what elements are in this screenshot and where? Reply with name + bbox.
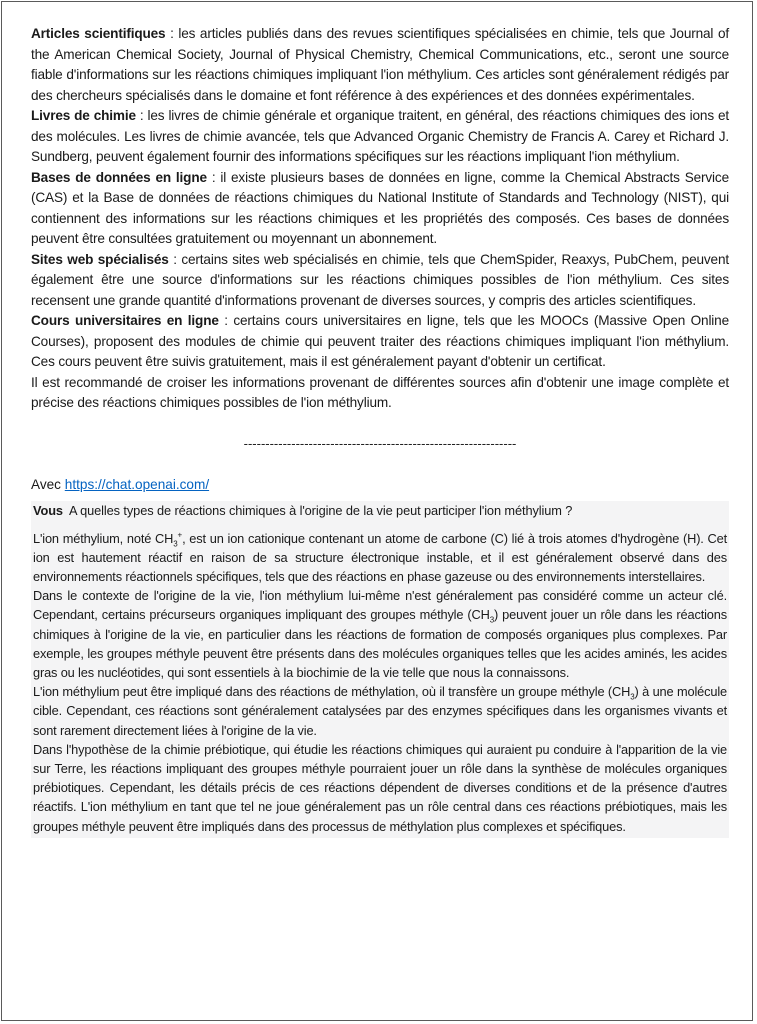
- speaker-label: Vous: [33, 502, 63, 518]
- source-paragraph-articles: [31, 24, 729, 106]
- source-paragraph-websites: [31, 250, 729, 312]
- subscript: 3: [630, 692, 635, 702]
- source-text: : les livres de chimie générale et organique traitent, en général, des réactions chimiques des ions et des molécules. Les livres de chimie avancée, tels que Advanced Organic Chemistry de Francis A. Carey et Richard J. Sundberg, peuvent également fournir des informations spécifiques sur les réactions impliquant l'ion méthylium.: [31, 108, 730, 164]
- source-text: : certains sites web spécialisés en chimie, tels que ChemSpider, Reaxys, PubChem, peuvent également être une source d'informations sur les réactions chimiques possibles de l'ion méthylium. Ces sites recensent une grande quantité d'informations provenant de diverses sources, y compris des articles scientifiques.: [31, 251, 729, 308]
- source-text: : certains cours universitaires en ligne, tels que les MOOCs (Massive Open Online Courses), proposent des modules de chimie qui peuvent traiter des réactions chimiques impliquant l'ion méthylium. Ces cours peuvent être suivis gratuitement, mais il est généralement payant d'obtenir un certificat.: [31, 313, 729, 369]
- source-paragraph-books: [31, 106, 729, 168]
- source-title: Sites web spécialisés: [31, 251, 169, 267]
- source-title: Bases de données en ligne: [31, 169, 207, 185]
- chat-transcript: [31, 501, 729, 838]
- answer-paragraph-2: [31, 586, 729, 682]
- answer-paragraph-4: Dans l'hypothèse de la chimie prébiotique, qui étudie les réactions chimiques qui auraient pu conduire à l'apparition de la vie sur Terre, les réactions impliquant des groupes méthyle pourraient jouer un rôle dans la synthèse de molécules organiques prébiotiques. Cependant, les détails précis de ces réactions dépendent de diverses conditions et de la présence d'autres réactifs. L'ion méthylium en tant que tel ne joue généralement pas un rôle central dans ces réactions prébiotiques, mais les groupes méthyle peuvent être impliqués dans des processus de méthylation plus complexes et spécifiques.: [33, 741, 727, 834]
- answer-text: Dans le contexte de l'origine de la vie, l'ion méthylium lui-même n'est généralement pas considéré comme un acteur clé. Cependant, certains précurseurs organiques impliquant des groupes méthyle (CH: [33, 588, 727, 623]
- avec-label: Avec: [31, 476, 65, 492]
- chatgpt-link[interactable]: https://chat.openai.com/: [64, 476, 210, 492]
- answer-paragraph-1: [31, 529, 729, 587]
- answer-text: ) à une molécule cible. Cependant, ces réactions sont généralement catalysées par des enzymes spécifiques dans les organismes vivants et sont rarement directement liées à l'origine de la vie.: [33, 684, 727, 738]
- subscript: 3: [173, 539, 178, 549]
- answer-text: L'ion méthylium, noté CH: [33, 530, 174, 546]
- answer-text: ) peuvent jouer un rôle dans les réactions chimiques à l'origine de la vie, en particulier dans les réactions de formation de composés organiques plus complexes. Par exemple, les groupes méthyle peuvent être présents dans des molécules organiques telles que les acides aminés, les acides gras ou les nucléotides, qui sont essentiels à la biochimie de la vie telle que nous la connaissons.: [33, 607, 727, 680]
- conclusion-paragraph: Il est recommandé de croiser les informations provenant de différentes sources afin d'obtenir une image complète et précise des réactions chimiques possibles de l'ion méthylium.: [31, 374, 729, 410]
- answer-text: , est un ion cationique contenant un atome de carbone (C) lié à trois atomes d'hydrogène (H). Cet ion est hautement réactif en raison de sa structure électronique instable, et il est généralement observé dans des environnements réactionnels spécifiques, tels que des réactions en phase gazeuse ou des environnements interstellaires.: [33, 530, 727, 584]
- user-question: [31, 501, 729, 520]
- source-text: : il existe plusieurs bases de données en ligne, comme la Chemical Abstracts Service (CAS) et la Base de données de réactions chimiques du National Institute of Standards and Technology (NIST), qui contiennent des informations sur les réactions chimiques et les propriétés des composés. Ces bases de données peuvent être consultées gratuitement ou moyennant un abonnement.: [31, 169, 729, 246]
- superscript: +: [177, 530, 183, 540]
- source-paragraph-databases: [31, 168, 729, 250]
- answer-paragraph-3: [31, 682, 729, 740]
- document-frame: [1, 1, 753, 1021]
- document-body: [31, 24, 729, 838]
- source-title: Livres de chimie: [31, 108, 136, 123]
- source-text: : les articles publiés dans des revues scientifiques spécialisées en chimie, tels que Journal of the American Chemical Society, Journal of Physical Chemistry, Chemical Communications, etc., seront une source fiable d'informations sur les réactions chimiques impliquant l'ion méthylium. Ces articles sont généralement rédigés par des chercheurs spécialisés dans le domaine et font référence à des expériences et des données expérimentales.: [31, 26, 729, 103]
- question-text: A quelles types de réactions chimiques à l'origine de la vie peut participer l'ion méthylium ?: [68, 502, 573, 518]
- source-paragraph-courses: [31, 311, 729, 373]
- source-title: Articles scientifiques: [31, 26, 166, 41]
- source-attribution: [31, 475, 729, 495]
- source-title: Cours universitaires en ligne: [31, 313, 219, 328]
- dashed-separator: ---------------------------------------------------------------: [243, 435, 517, 451]
- answer-text: L'ion méthylium peut être impliqué dans des réactions de méthylation, où il transfère un groupe méthyle (CH: [33, 684, 631, 700]
- subscript: 3: [489, 615, 495, 625]
